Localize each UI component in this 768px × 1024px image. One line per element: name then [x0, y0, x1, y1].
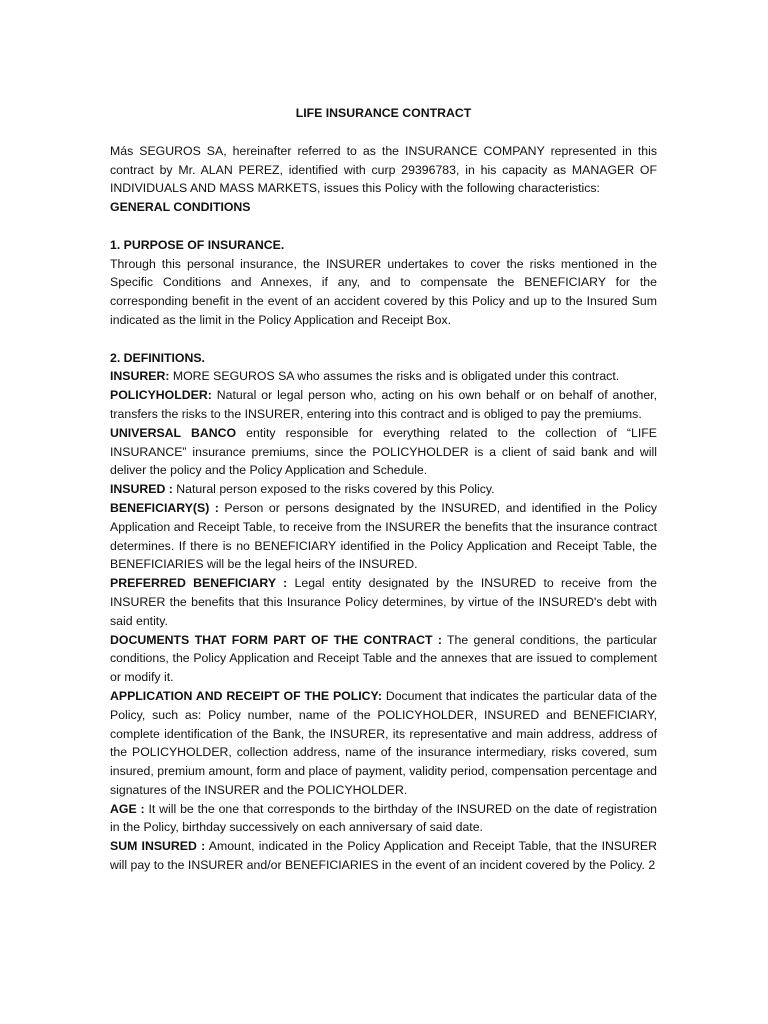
section2-heading: 2. DEFINITIONS.	[110, 350, 205, 365]
intro-paragraph: Más SEGUROS SA, hereinafter referred to as the INSURANCE COMPANY represented in this contract by Mr. ALAN PEREZ, identified with curp 29396783, in his capacity as MANAGER OF INDIVIDUALS AND MASS MARKETS, issues this Policy with the following characteristics:	[110, 143, 657, 196]
spacer	[110, 330, 657, 349]
definition-policyholder: POLICYHOLDER: Natural or legal person who, acting on his own behalf or on behalf of another, transfers the risks to the INSURER, entering into this contract and is obliged to pay the premiums.	[110, 388, 657, 421]
definition-age: AGE : It will be the one that corresponds to the birthday of the INSURED on the date of registration in the Policy, birthday successively on each anniversary of said date.	[110, 801, 657, 835]
definition-universal-banco: UNIVERSAL BANCO entity responsible for everything related to the collection of “LIFE INSURANCE” insurance premiums, since the POLICYHOLDER is a client of said bank and will deliver the policy and the Policy Application and Schedule.	[110, 425, 657, 478]
document-title: LIFE INSURANCE CONTRACT	[295, 106, 472, 120]
definition-documents: DOCUMENTS THAT FORM PART OF THE CONTRACT : The general conditions, the particular conditions, the Policy Application and Receipt Table and the annexes that are issued to complement or modify it.	[110, 632, 657, 685]
section1-heading: 1. PURPOSE OF INSURANCE.	[110, 237, 285, 252]
definition-beneficiary: BENEFICIARY(S) : Person or persons designated by the INSURED, and identified in the Policy Application and Receipt Table, to receive from the INSURER the benefits that the insurance contract determines. If there is no BENEFICIARY identified in the Policy Application and Receipt Table, the BENEFICIARIES will be the legal heirs of the INSURED.	[110, 500, 657, 572]
definition-sum-insured: SUM INSURED : Amount, indicated in the Policy Application and Receipt Table, that the INSURER will pay to the INSURER and/or BENEFICIARIES in the event of an incident covered by the Policy. 2	[110, 839, 657, 873]
definition-application-receipt: APPLICATION AND RECEIPT OF THE POLICY: Document that indicates the particular data of the Policy, such as: Policy number, name of the POLICYHOLDER, INSURED and BENEFICIARY, complete identification of the Bank, the INSURER, its representative and main address, address of the POLICYHOLDER, collection address, name of the insurance intermediary, risks covered, sum insured, premium amount, form and place of payment, validity period, compensation percentage and signatures of the INSURER and the POLICYHOLDER.	[110, 688, 658, 797]
section1-text: Through this personal insurance, the INSURER undertakes to cover the risks mentioned in the Specific Conditions and Annexes, if any, and to compensate the BENEFICIARY for the corresponding benefit in the event of an accident covered by this Policy and up to the Insured Sum indicated as the limit in the Policy Application and Receipt Box.	[110, 256, 657, 327]
spacer	[110, 217, 657, 236]
general-conditions-heading: GENERAL CONDITIONS	[110, 200, 251, 215]
definition-preferred-beneficiary: PREFERRED BENEFICIARY : Legal entity designated by the INSURED to receive from the INSURER the benefits that this Insurance Policy determines, by virtue of the INSURED's debt with said entity.	[110, 576, 657, 628]
definition-insured: INSURED : Natural person exposed to the risks covered by this Policy.	[110, 482, 495, 497]
definition-insurer: INSURER: MORE SEGUROS SA who assumes the risks and is obligated under this contract.	[110, 369, 620, 384]
document-page	[110, 104, 657, 875]
